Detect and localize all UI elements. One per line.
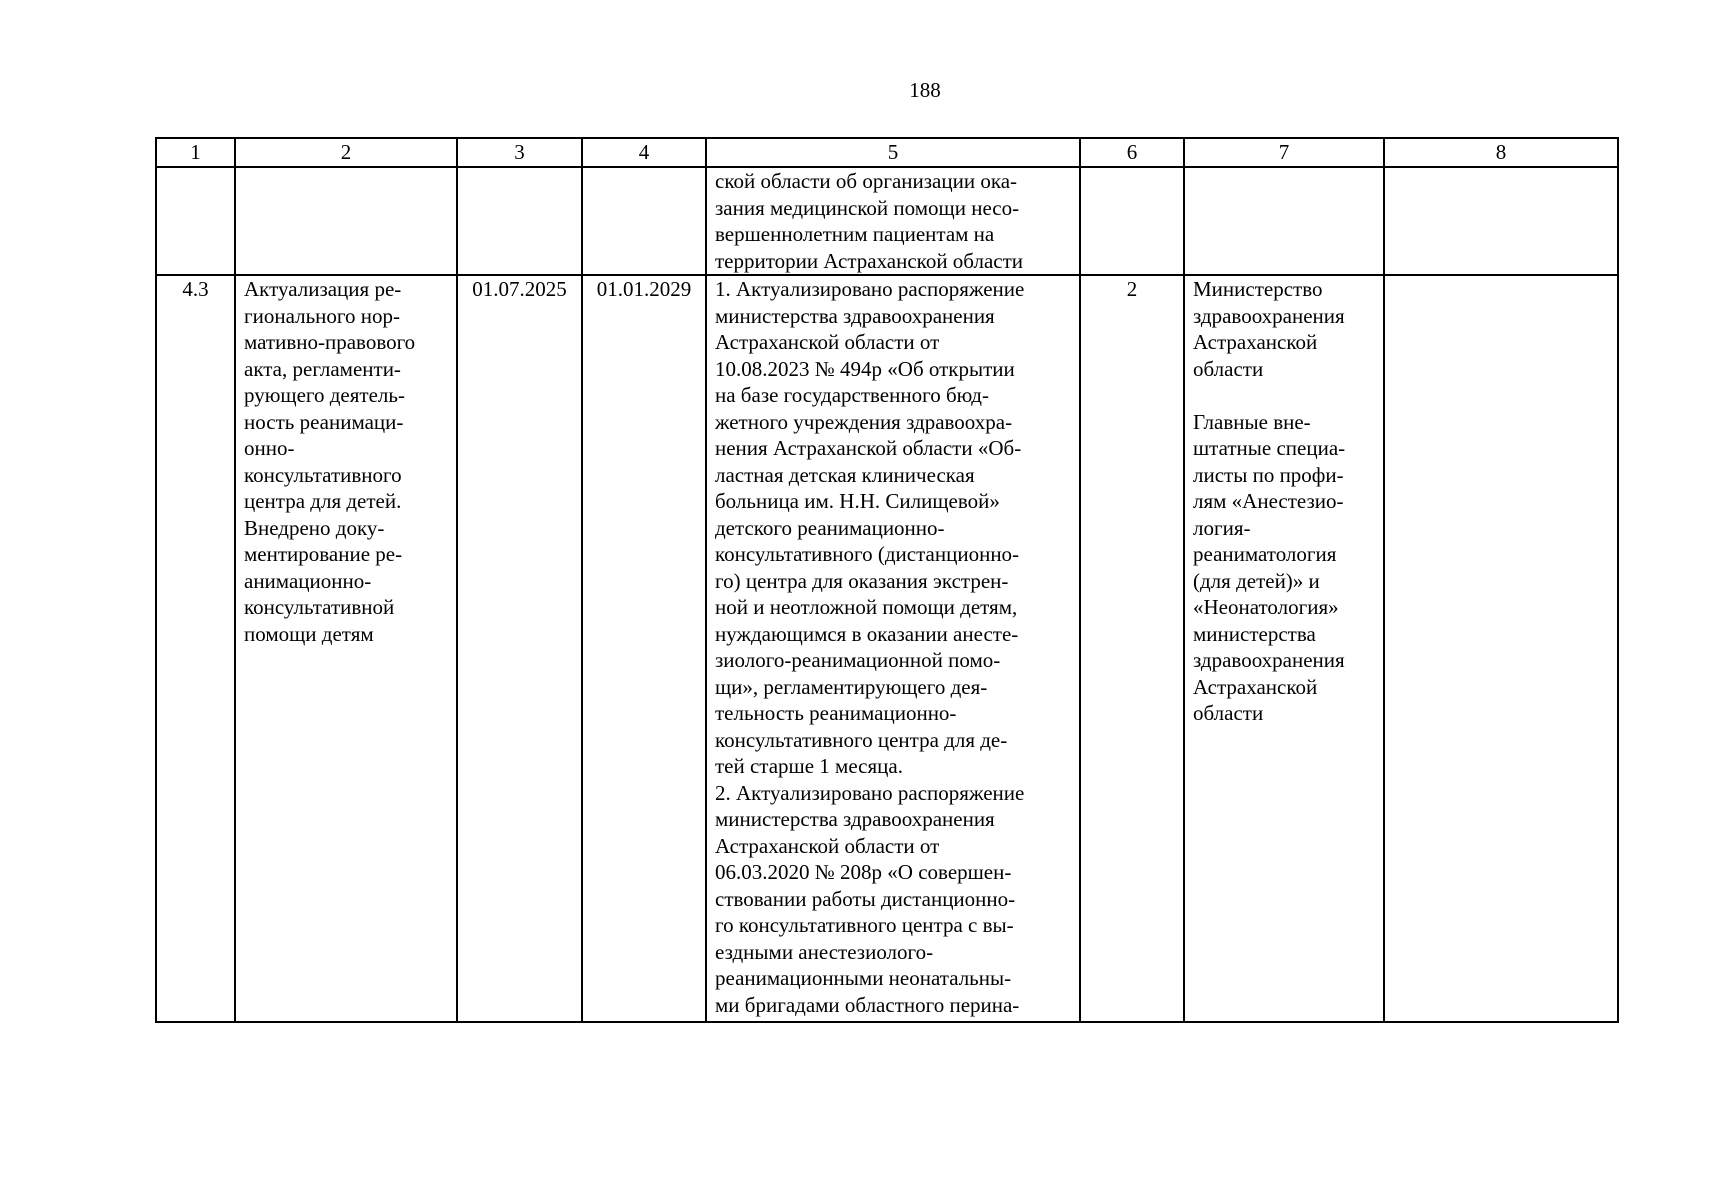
header-col-6: 6 [1080,138,1184,167]
row-number: 4.3 [156,275,235,1022]
responsible-specialists: Главные вне- штатные специа- листы по профи- лям «Анестезио- логия- реаниматология (для детей)» и «Неонатология» министерства здравоохранения Астраханской области [1193,409,1346,725]
cell-empty [235,167,457,275]
end-date: 01.01.2029 [582,275,706,1022]
header-col-8: 8 [1384,138,1618,167]
cell-empty [1384,167,1618,275]
cell-empty [156,167,235,275]
cell-empty [582,167,706,275]
table-row [156,275,1618,1022]
header-row [156,138,1618,167]
header-col-2: 2 [235,138,457,167]
header-col-4: 4 [582,138,706,167]
responsible-ministry: Министерство здравоохранения Астраханской области [1193,277,1345,381]
level-value: 2 [1080,275,1184,1022]
header-col-7: 7 [1184,138,1384,167]
spacer [1193,382,1375,409]
result-description: 1. Актуализировано распоряжение министерства здравоохранения Астраханской области от 10.08.2023 № 494р «Об открытии на базе государственного бюд- жетного учреждения здравоохра- нения Астраханской области «Об- ластная детская клиническая больница им. Н.Н. Силищевой» детского реанимационно- консультативного (дистанционно- го) центра для оказания экстрен- ной и неотложной помощи детям, нуждающимся в оказании анесте- зиолого-реанимационной помо- щи», регламентирующего дея- тельность реанимационно- консультативного центра для де- тей старше 1 месяца. 2. Актуализировано распоряжение министерства здравоохранения Астраханской области от 06.03.2020 № 208р «О совершен- ствовании работы дистанционно- го консультативного центра с вы- ездными анестезиолого- реанимационными неонатальны- ми бригадами областного перина- [706,275,1080,1022]
start-date: 01.07.2025 [457,275,582,1022]
header-col-3: 3 [457,138,582,167]
header-col-5: 5 [706,138,1080,167]
measures-table [155,137,1619,1023]
cell-empty [1080,167,1184,275]
page-number: 188 [909,78,941,102]
cell-empty [457,167,582,275]
responsible-cell [1184,275,1384,1022]
header-col-1: 1 [156,138,235,167]
table-row [156,167,1618,275]
measure-description: Актуализация ре- гионального нор- мативно-правового акта, регламенти- рующего деятель- ность реанимаци- онно- консультативного центра для детей. Внедрено доку- ментирование ре- анимационно- консультативной помощи детям [235,275,457,1022]
cell-empty [1184,167,1384,275]
continuation-result-text: ской области об организации ока- зания медицинской помощи несо- вершеннолетним пациентам на территории Астраханской области [706,167,1080,275]
col8-cell [1384,275,1618,1022]
